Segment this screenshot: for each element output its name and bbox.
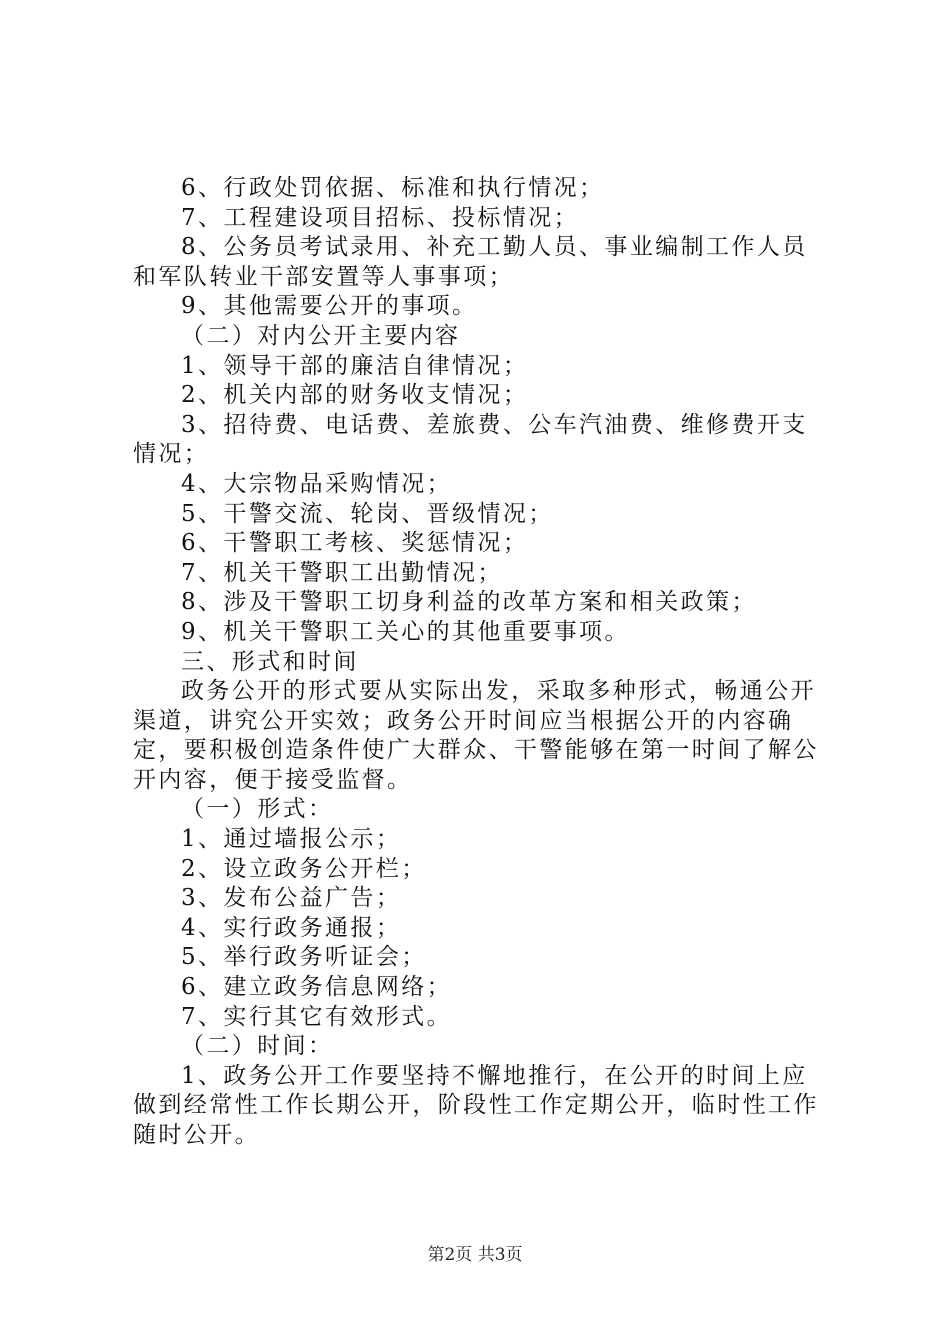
paragraph-item-6-assessment: 6、干警职工考核、奖惩情况； xyxy=(181,530,529,557)
paragraph-item-5-rotation: 5、干警交流、轮岗、晋级情况； xyxy=(181,500,554,527)
page-footer xyxy=(0,1244,950,1266)
paragraph-item-4-procurement: 4、大宗物品采购情况； xyxy=(181,470,453,497)
page-number-label: 第2页 共3页 xyxy=(427,1245,523,1265)
document-body xyxy=(133,174,833,1151)
paragraph-item-1-integrity: 1、领导干部的廉洁自律情况； xyxy=(181,352,529,379)
section-heading-form-time: 三、形式和时间 xyxy=(181,648,359,675)
paragraph-item-2-finance: 2、机关内部的财务收支情况； xyxy=(181,382,529,409)
paragraph-form-time-body: 政务公开的形式要从实际出发，采取多种形式，畅通公开渠道，讲究公开实效；政务公开时间应当根据公开的内容确定，要积极创造条件使广大群众、干警能够在第一时间了解公开内容，便于接受监督。 xyxy=(133,678,819,793)
paragraph-form-1-wall: 1、通过墙报公示； xyxy=(181,826,402,853)
paragraph-item-3-expenses: 3、招待费、电话费、差旅费、公车汽油费、维修费开支情况； xyxy=(133,411,808,468)
subsection-heading-time: （二）时间： xyxy=(181,1033,334,1060)
paragraph-time-1-schedule: 1、政务公开工作要坚持不懈地推行，在公开的时间上应做到经常性工作长期公开，阶段性工作定期公开，临时性工作随时公开。 xyxy=(133,1062,819,1148)
paragraph-item-9-concerns: 9、机关干警职工关心的其他重要事项。 xyxy=(181,618,630,645)
paragraph-item-7-attendance: 7、机关干警职工出勤情况； xyxy=(181,559,503,586)
paragraph-item-8-personnel: 8、公务员考试录用、补充工勤人员、事业编制工作人员和军队转业干部安置等人事事项； xyxy=(133,234,808,290)
paragraph-form-3-ads: 3、发布公益广告； xyxy=(181,885,402,912)
paragraph-item-6-penalty: 6、行政处罚依据、标准和执行情况； xyxy=(181,175,605,201)
section-heading-internal: （二）对内公开主要内容 xyxy=(181,322,461,349)
paragraph-form-5-hearing: 5、举行政务听证会； xyxy=(181,944,427,971)
paragraph-form-2-board: 2、设立政务公开栏； xyxy=(181,855,427,882)
paragraph-item-7-bidding: 7、工程建设项目招标、投标情况； xyxy=(181,204,580,231)
subsection-heading-form: （一）形式： xyxy=(181,796,334,823)
paragraph-form-6-network: 6、建立政务信息网络； xyxy=(181,974,453,1001)
paragraph-form-7-other: 7、实行其它有效形式。 xyxy=(181,1003,453,1030)
paragraph-item-8-reform: 8、涉及干警职工切身利益的改革方案和相关政策； xyxy=(181,589,757,616)
paragraph-form-4-bulletin: 4、实行政务通报； xyxy=(181,914,402,941)
paragraph-item-9-other: 9、其他需要公开的事项。 xyxy=(181,293,478,320)
